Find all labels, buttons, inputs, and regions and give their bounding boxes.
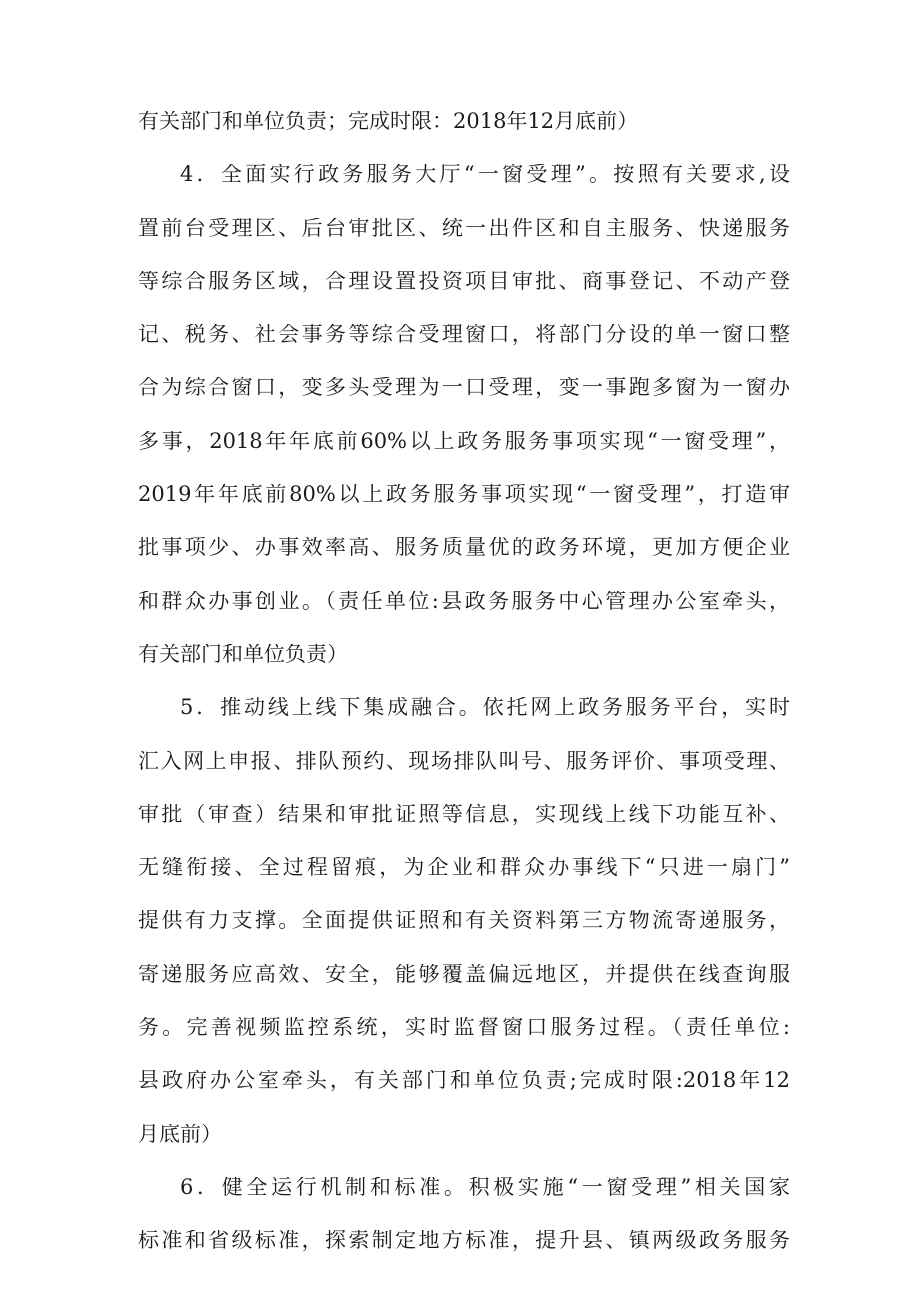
paragraph-4-heading-line: 4．全面实行政务服务大厅“一窗受理”。按照有关要求,设: [180, 164, 790, 187]
text-line: 县政府办公室牵头，有关部门和单位负责;完成时限:2018年12: [138, 1070, 790, 1093]
text-line: 月底前）: [138, 1123, 222, 1146]
document-body: [138, 111, 790, 1284]
text-line: 审批（审查）结果和审批证照等信息，实现线上线下功能互补、: [138, 803, 790, 826]
text-line: 务。完善视频监控系统，实时监督窗口服务过程。（责任单位:: [138, 1017, 790, 1040]
text-line: 有关部门和单位负责；完成时限：2018年12月底前）: [138, 111, 639, 133]
text-line: 寄递服务应高效、安全，能够覆盖偏远地区，并提供在线查询服: [138, 963, 790, 986]
text-line: 汇入网上申报、排队预约、现场排队叫号、服务评价、事项受理、: [138, 750, 790, 773]
text-line: 置前台受理区、后台审批区、统一出件区和自主服务、快递服务: [138, 217, 790, 240]
text-line: 和群众办事创业。（责任单位:县政务服务中心管理办公室牵头，: [138, 590, 790, 613]
text-line: 2019年年底前80%以上政务服务事项实现“一窗受理”，打造审: [138, 484, 790, 507]
text-line: 合为综合窗口，变多头受理为一口受理，变一事跑多窗为一窗办: [138, 377, 790, 400]
text-line: 批事项少、办事效率高、服务质量优的政务环境，更加方便企业: [138, 537, 790, 560]
text-line: 等综合服务区域，合理设置投资项目审批、商事登记、不动产登: [138, 270, 790, 293]
text-line: 无缝衔接、全过程留痕，为企业和群众办事线下“只进一扇门”: [138, 857, 790, 880]
paragraph-5-heading-line: 5．推动线上线下集成融合。依托网上政务服务平台，实时: [180, 697, 790, 720]
paragraph-6-heading-line: 6．健全运行机制和标准。积极实施“一窗受理”相关国家: [180, 1176, 790, 1199]
text-line: 提供有力支撑。全面提供证照和有关资料第三方物流寄递服务，: [138, 910, 790, 933]
text-line: 有关部门和单位负责）: [138, 643, 348, 666]
text-line: 记、税务、社会事务等综合受理窗口，将部门分设的单一窗口整: [138, 324, 790, 347]
text-line: 标准和省级标准，探索制定地方标准，提升县、镇两级政务服务: [138, 1230, 790, 1253]
text-line: 多事，2018年年底前60%以上政务服务事项实现“一窗受理”，: [138, 430, 790, 453]
